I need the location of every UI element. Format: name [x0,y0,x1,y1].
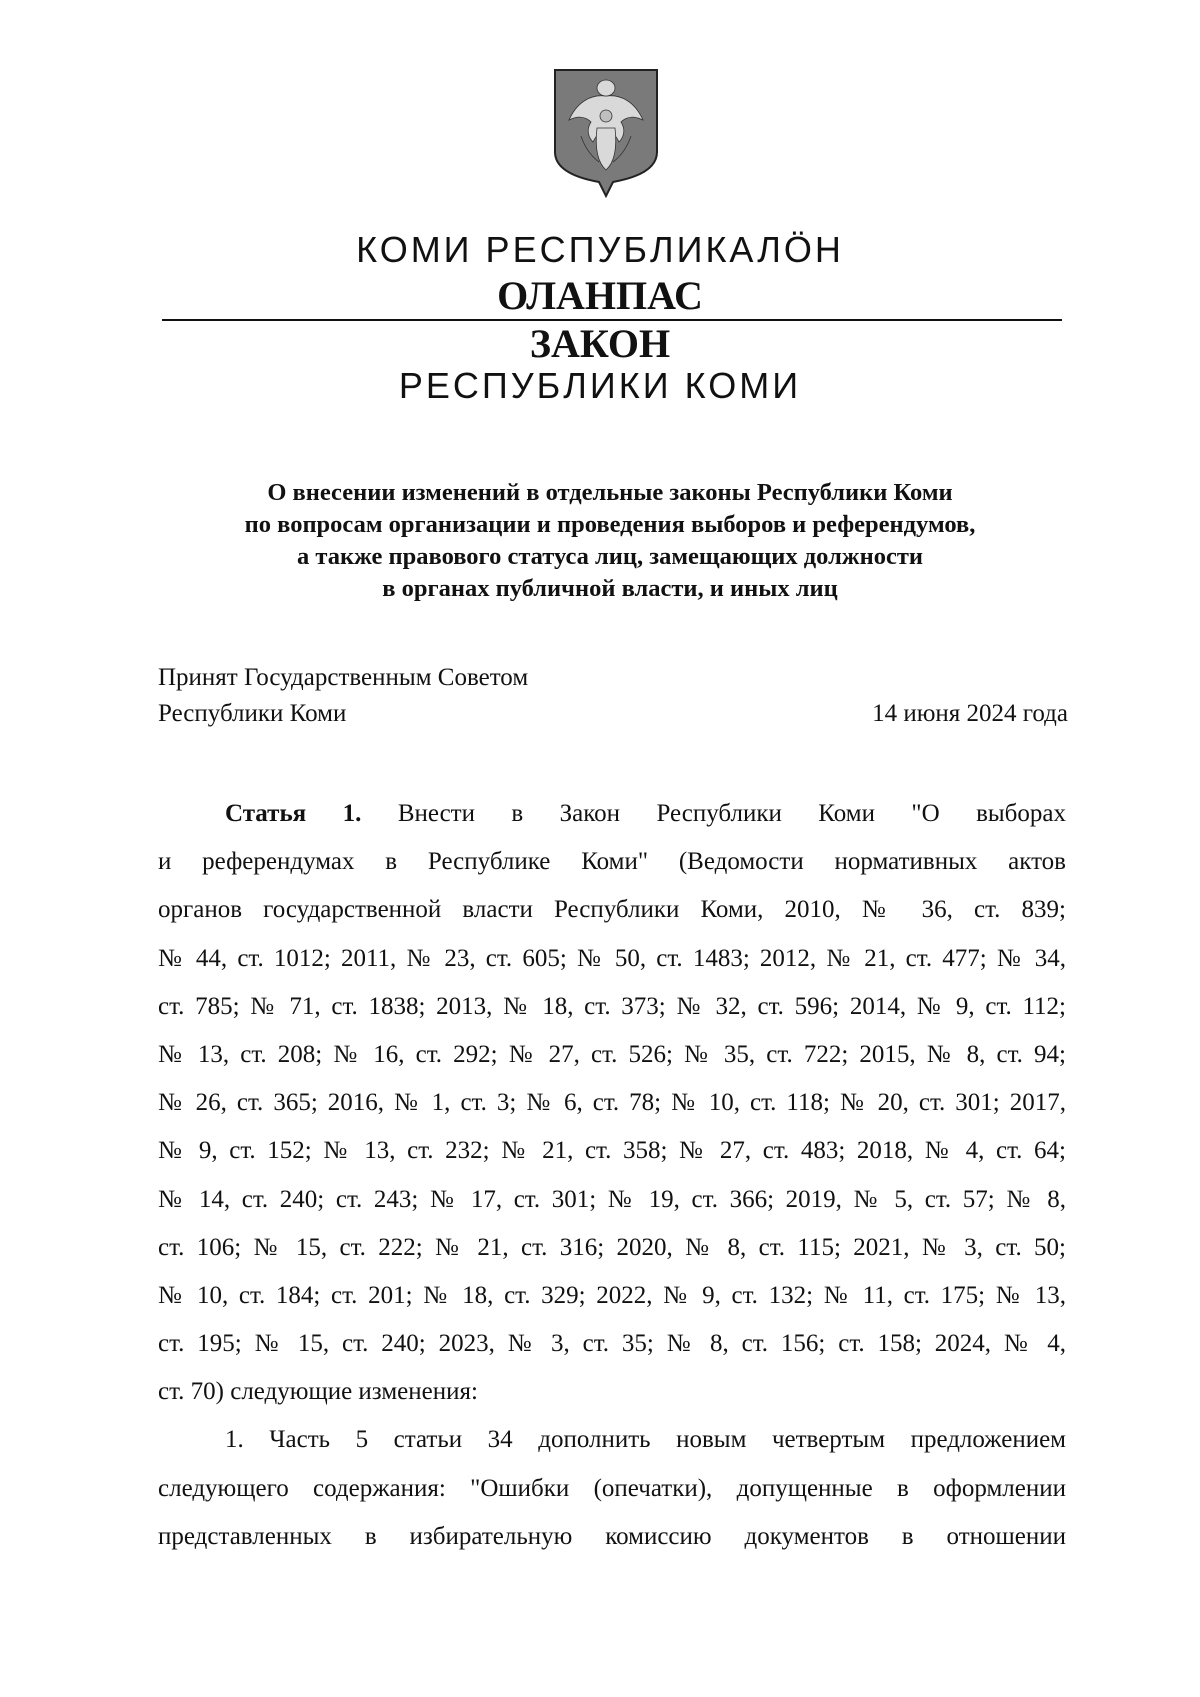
article-label: Статья 1. [225,800,362,827]
adopted-by-line1: Принят Государственным Советом [158,664,529,691]
article-line: № 10, ст. 184; ст. 201; № 18, ст. 329; 2022, № 9, ст. 132; № 11, ст. 175; № 13, [158,1281,1066,1309]
heading-republic-of-komi: РЕСПУБЛИКИ КОМИ [398,365,802,406]
article-line: и референдумах в Республике Коми" (Ведомости нормативных актов [158,848,1066,876]
heading-komi-republic: КОМИ РЕСПУБЛИКАЛÖН [356,229,844,270]
article-line: № 13, ст. 208; № 16, ст. 292; № 27, ст. 526; № 35, ст. 722; 2015, № 8, ст. 94; [158,1040,1066,1068]
coat-of-arms-icon [551,66,661,198]
item-line: следующего содержания: "Ошибки (опечатки), допущенные в оформлении [158,1474,1066,1502]
article-line [158,797,1066,845]
article-line: № 9, ст. 152; № 13, ст. 232; № 21, ст. 358; № 27, ст. 483; 2018, № 4, ст. 64; [158,1137,1066,1165]
article-line: органов государственной власти Республики Коми, 2010, № 36, ст. 839; [158,896,1066,924]
article-line: № 14, ст. 240; ст. 243; № 17, ст. 301; № 19, ст. 366; 2019, № 5, ст. 57; № 8, [158,1185,1066,1213]
article-line: ст. 106; № 15, ст. 222; № 21, ст. 316; 2020, № 8, ст. 115; 2021, № 3, ст. 50; [158,1233,1066,1261]
article-line: № 44, ст. 1012; 2011, № 23, ст. 605; № 50, ст. 1483; 2012, № 21, ст. 477; № 34, [158,944,1066,972]
article-line: ст. 195; № 15, ст. 240; 2023, № 3, ст. 35; № 8, ст. 156; ст. 158; 2024, № 4, [158,1330,1066,1358]
article-line: № 26, ст. 365; 2016, № 1, ст. 3; № 6, ст. 78; № 10, ст. 118; № 20, ст. 301; 2017, [158,1089,1066,1117]
article-1 [158,797,1066,1568]
law-title-line: по вопросам организации и проведения выборов и референдумов, [244,511,976,538]
law-title-line: в органах публичной власти, и иных лиц [382,575,838,602]
law-title-line: О внесении изменений в отдельные законы Республики Коми [267,479,953,506]
law-title [150,477,1070,605]
item-line: представленных в избирательную комиссию документов в отношении [158,1522,1066,1550]
item-line: 1. Часть 5 статьи 34 дополнить новым четвертым предложением [225,1426,1066,1454]
heading-olanpas: ОЛАНПАС [497,273,703,318]
law-title-line: а также правового статуса лиц, замещающих должности [297,543,923,570]
article-line: ст. 70) следующие изменения: [158,1378,478,1406]
adoption-block [158,660,1068,732]
heading-zakon: ЗАКОН [529,321,671,366]
article-first-line: Внести в Закон Республики Коми "О выборах [397,800,1066,827]
adopted-by-line2: Республики Коми [158,700,347,727]
adoption-date: 14 июня 2024 года [872,700,1068,727]
article-line: ст. 785; № 71, ст. 1838; 2013, № 18, ст. 373; № 32, ст. 596; 2014, № 9, ст. 112; [158,992,1066,1020]
